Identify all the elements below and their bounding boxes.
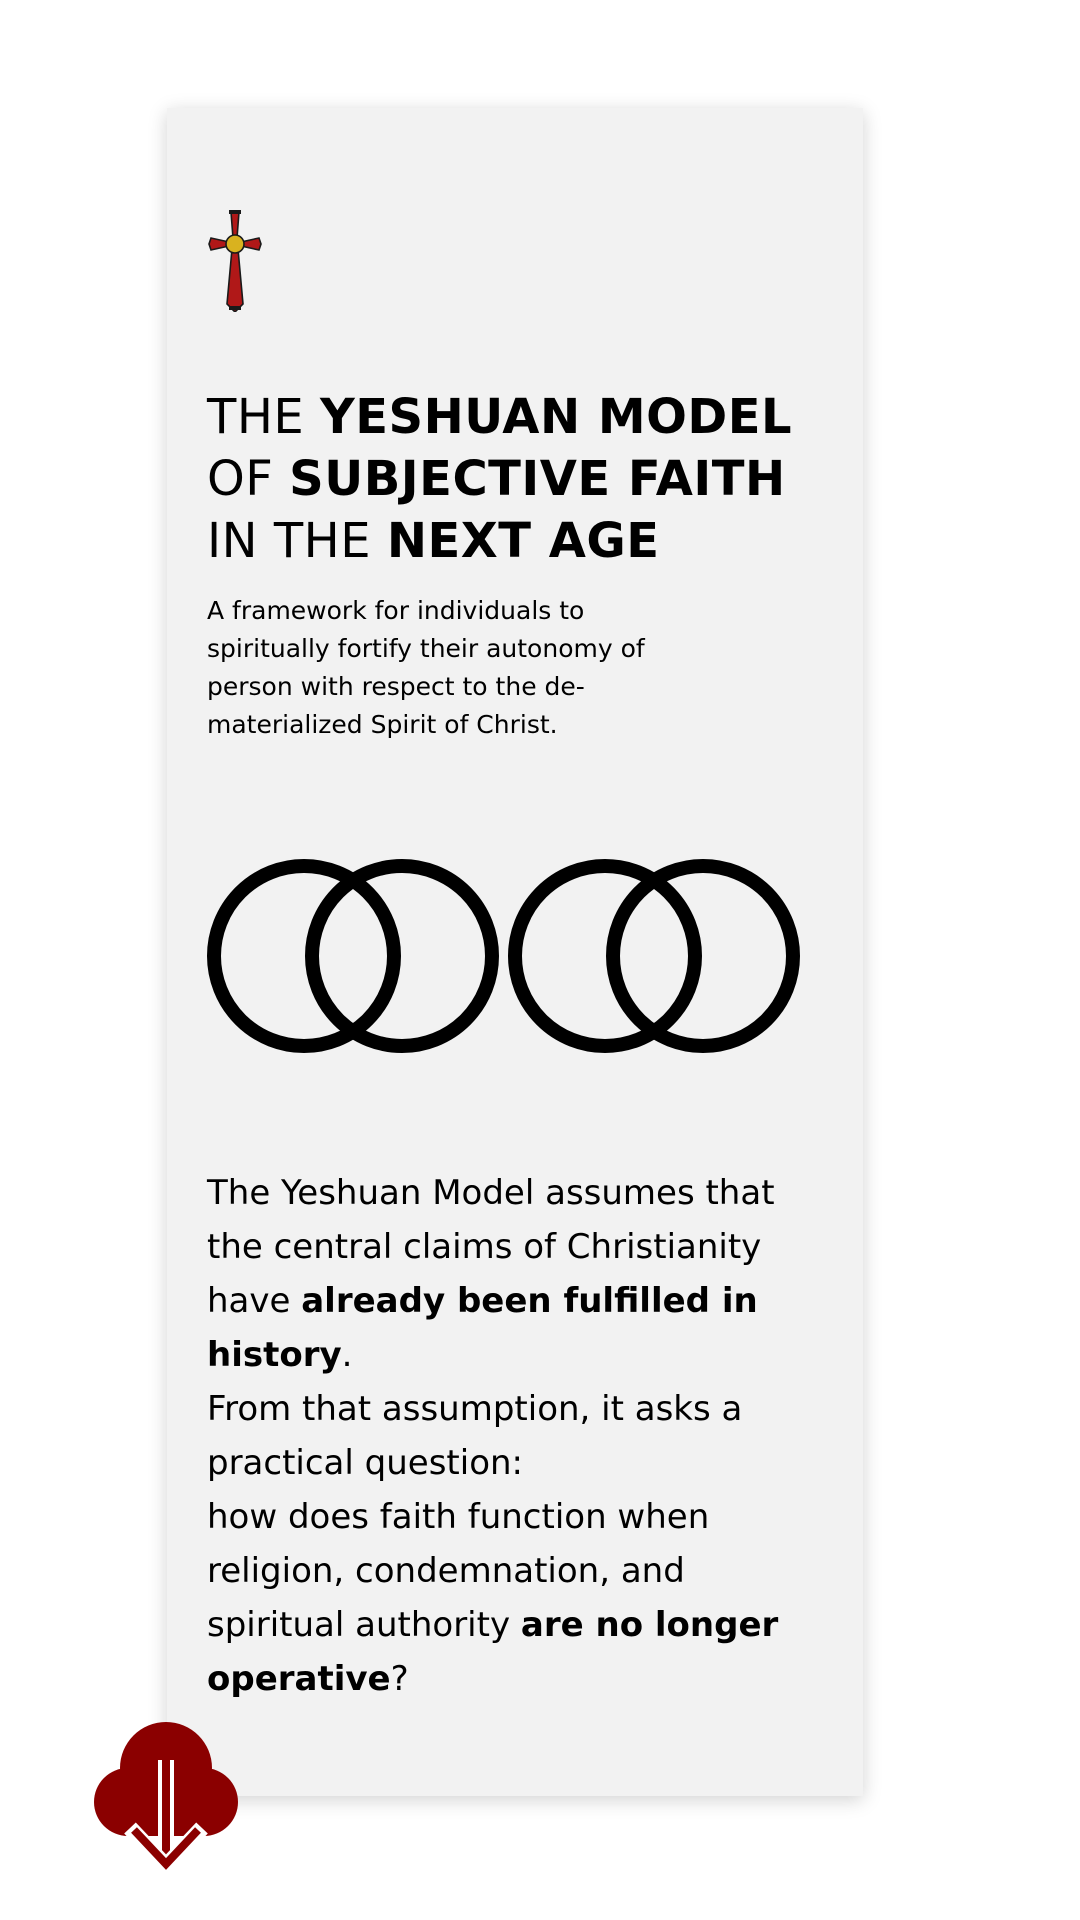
title-line-3: IN THE NEXT AGE xyxy=(207,513,660,569)
title-line-1: THE YESHUAN MODEL xyxy=(207,389,793,445)
document-title xyxy=(207,386,827,572)
document-card xyxy=(167,108,863,1796)
title-line-2: OF SUBJECTIVE FAITH xyxy=(207,451,786,507)
document-subtitle: A framework for individuals to spiritually fortify their autonomy of person with respect to the de-materialized Spirit of Christ. xyxy=(207,596,645,739)
body-paragraph-1: The Yeshuan Model assumes that the central claims of Christianity have already been fulfilled in history. xyxy=(207,1173,775,1375)
interlocking-rings-icon xyxy=(207,856,805,1056)
body-paragraph-2: From that assumption, it asks a practical question: xyxy=(207,1389,743,1483)
body-text xyxy=(207,1166,807,1706)
cloud-download-icon[interactable] xyxy=(92,1716,240,1872)
body-paragraph-3: how does faith function when religion, condemnation, and spiritual authority are no longer operative? xyxy=(207,1497,779,1699)
cross-icon xyxy=(207,208,263,312)
